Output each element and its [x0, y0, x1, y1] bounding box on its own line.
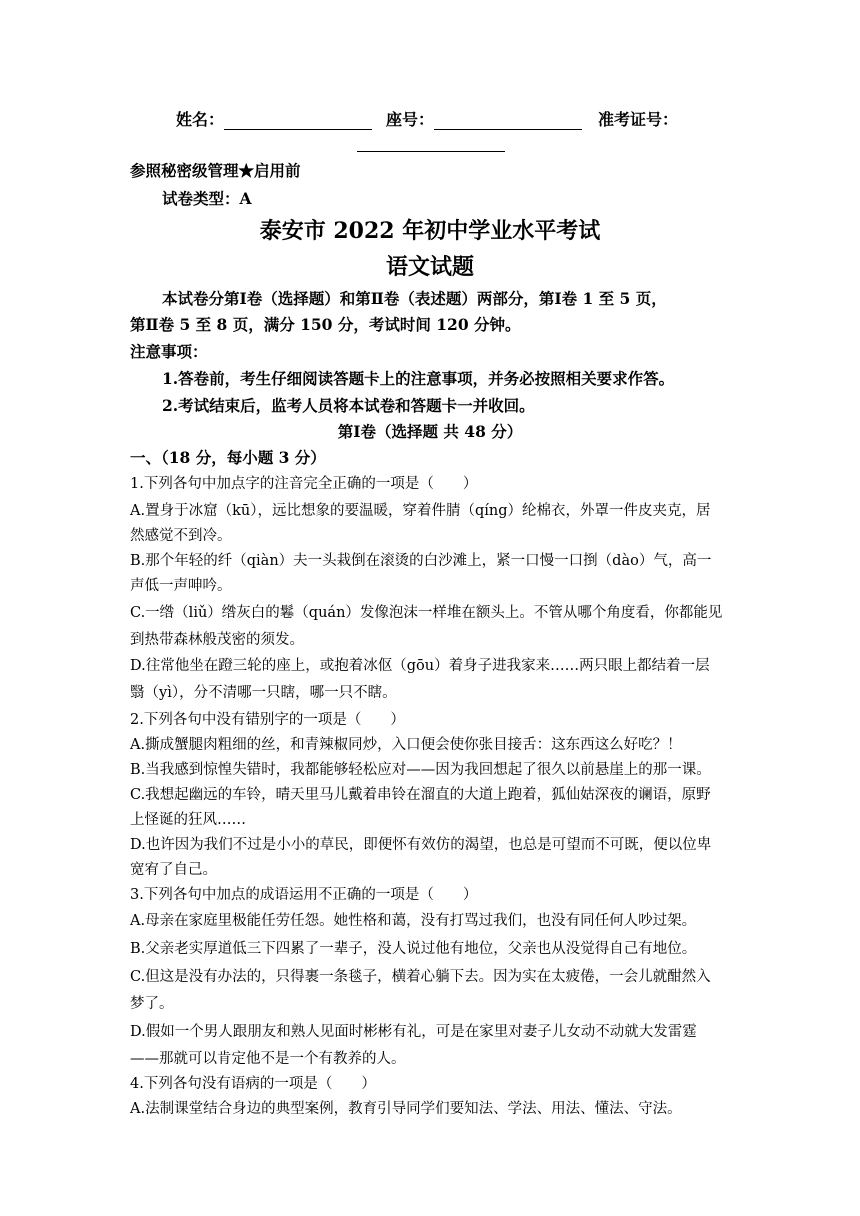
- q3-option-a: A.母亲在家庭里极能任劳任怨。她性格和蔼，没有打骂过我们，也没有同任何人吵过架。: [130, 913, 697, 929]
- q3-option-c-cont: 梦了。: [130, 996, 174, 1012]
- q2-stem: 2.下列各句中没有错别字的一项是（ ）: [130, 712, 405, 728]
- part-title: 一、（18 分，每小题 3 分）: [130, 448, 326, 467]
- intro-line-2: 第Ⅱ卷 5 至 8 页，满分 150 分，考试时间 120 分钟。: [130, 315, 521, 334]
- q1-option-a: A.置身于冰窟（kū），远比想象的要温暖，穿着件腈（qíng）纶棉衣，外罩一件皮夹克，居: [130, 503, 711, 519]
- name-label: 姓名：: [176, 110, 225, 129]
- q4-stem: 4.下列各句没有语病的一项是（ ）: [130, 1076, 376, 1092]
- q2-option-c-cont: 上怪诞的狂风……: [130, 812, 246, 828]
- page-title: 泰安市 2022 年初中学业水平考试: [259, 218, 601, 244]
- exam-no-label: 准考证号：: [598, 110, 679, 129]
- q1-option-d: D.往常他坐在蹬三轮的座上，或抱着冰伛（gōu）着身子进我家来……两只眼上都结着一层: [130, 658, 710, 674]
- note-2: 2.考试结束后，监考人员将本试卷和答题卡一并收回。: [162, 396, 535, 415]
- q2-option-a: A.撕成蟹腿肉粗细的丝，和青辣椒同炒，入口便会使你张目接舌：这东西这么好吃？！: [130, 737, 682, 753]
- q3-option-b: B.父亲老实厚道低三下四累了一辈子，没人说过他有地位，父亲也从没觉得自己有地位。: [130, 941, 697, 957]
- secret-note: 参照秘密级管理★启用前: [130, 161, 301, 180]
- notes-title: 注意事项：: [130, 342, 208, 361]
- q2-option-b: B.当我感到惊惶失错时，我都能够轻松应对——因为我回想起了很久以前悬崖上的那一课。: [130, 762, 711, 778]
- intro-line-1: 本试卷分第Ⅰ卷（选择题）和第Ⅱ卷（表述题）两部分，第Ⅰ卷 1 至 5 页，: [162, 289, 667, 308]
- q1-option-b-cont: 声低一声呻吟。: [130, 578, 232, 594]
- q1-option-d-cont: 翳（yì），分不清哪一只瞎，哪一只不瞎。: [130, 685, 397, 701]
- exam-no-blank[interactable]: [357, 151, 505, 152]
- q1-stem: 1.下列各句中加点字的注音完全正确的一项是（ ）: [130, 476, 478, 492]
- name-blank[interactable]: [224, 113, 372, 130]
- seat-field: [386, 107, 582, 130]
- q3-option-d-cont: ——那就可以肯定他不是一个有教养的人。: [130, 1051, 406, 1067]
- q1-option-c: C.一绺（liǔ）绺灰白的鬈（quán）发像泡沫一样堆在额头上。不管从哪个角度看，你都能见: [130, 605, 723, 621]
- q3-option-d: D.假如一个男人跟朋友和熟人见面时彬彬有礼，可是在家里对妻子儿女动不动就大发雷霆: [130, 1024, 697, 1040]
- section-title: 第Ⅰ卷（选择题 共 48 分）: [337, 422, 523, 441]
- q2-option-c: C.我想起幽远的车铃，晴天里马儿戴着串铃在溜直的大道上跑着，狐仙姑深夜的谰语，原野: [130, 787, 711, 803]
- paper-type: 试卷类型：A: [162, 189, 252, 208]
- q1-option-b: B.那个年轻的纤（qiàn）夫一头栽倒在滚烫的白沙滩上，紧一口慢一口捯（dào）气，高一: [130, 553, 712, 569]
- name-field: [176, 107, 372, 130]
- note-1: 1.答卷前，考生仔细阅读答题卡上的注意事项，并务必按照相关要求作答。: [162, 369, 675, 388]
- q3-option-c: C.但这是没有办法的，只得裹一条毯子，横着心躺下去。因为实在太疲倦，一会儿就酣然入: [130, 969, 711, 985]
- seat-label: 座号：: [386, 110, 435, 129]
- q1-option-c-cont: 到热带森林般茂密的须发。: [130, 632, 304, 648]
- exam-no-field: [598, 107, 678, 130]
- q3-stem: 3.下列各句中加点的成语运用不正确的一项是（ ）: [130, 887, 478, 903]
- q1-option-a-cont: 然感觉不到冷。: [130, 528, 232, 544]
- q4-option-a: A.法制课堂结合身边的典型案例，教育引导同学们要知法、学法、用法、懂法、守法。: [130, 1101, 682, 1117]
- q2-option-d: D.也许因为我们不过是小小的草民，即便怀有效仿的渴望，也总是可望而不可既，便以位卑: [130, 837, 712, 853]
- page-subtitle: 语文试题: [385, 254, 474, 280]
- q2-option-d-cont: 宽宥了自己。: [130, 862, 217, 878]
- seat-blank[interactable]: [434, 113, 582, 130]
